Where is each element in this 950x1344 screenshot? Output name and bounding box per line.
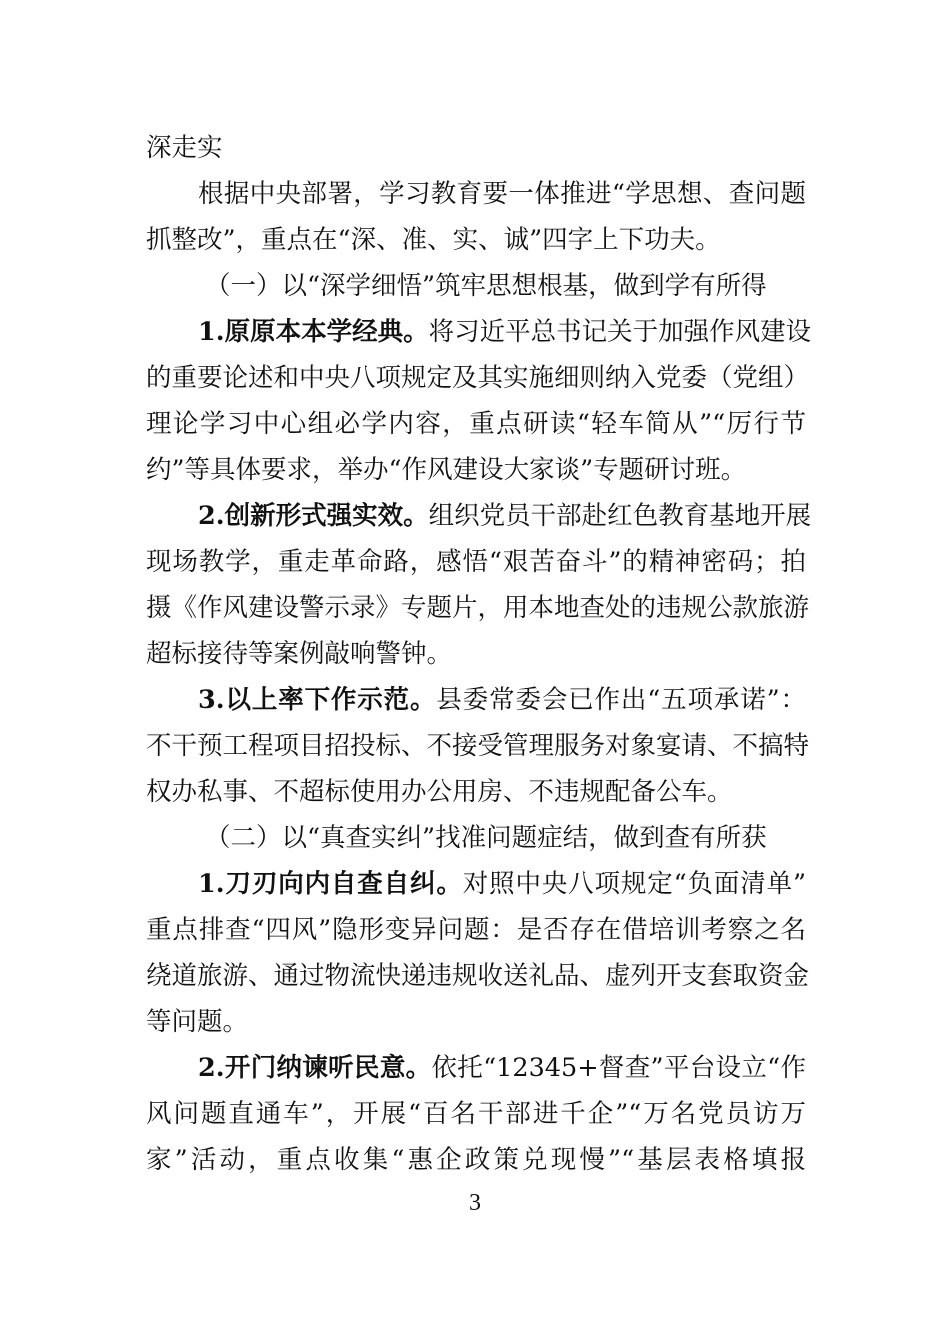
section2-item2-text-1: 依托“12345+督查”平台设立“作 xyxy=(431,1053,806,1083)
section2-item2-label: 2.开门纳谏听民意。 xyxy=(198,1053,432,1083)
section1-item1-first-line xyxy=(198,314,812,350)
intro-line-2: 抓整改”，重点在“深、准、实、诚”四字上下功夫。 xyxy=(146,225,721,255)
section2-item1-text-1: 对照中央八项规定“负面清单” xyxy=(462,869,806,899)
section1-item2-text-3: 摄《作风建设警示录》专题片，用本地查处的违规公款旅游 xyxy=(146,593,810,623)
section2-item1-text-3: 绕道旅游、通过物流快递违规收送礼品、虚列开支套取资金 xyxy=(146,961,810,991)
section2-item2-text-3: 家”活动，重点收集“惠企政策兑现慢”“基层表格填报 xyxy=(146,1145,806,1175)
section1-item1-text-4: 约”等具体要求，举办“作风建设大家谈”专题研讨班。 xyxy=(146,455,747,485)
section1-item2-first-line xyxy=(198,498,812,534)
section1-item1-text-1: 将习近平总书记关于加强作风建设 xyxy=(428,317,812,347)
section1-item3-text-3: 权办私事、不超标使用办公用房、不违规配备公车。 xyxy=(146,777,733,807)
heading-tail: 深走实 xyxy=(146,133,223,163)
section1-item3-text-2: 不干预工程项目招投标、不接受管理服务对象宴请、不搞特 xyxy=(146,731,810,761)
section2-item1-first-line xyxy=(198,866,806,902)
section1-item2-label: 2.创新形式强实效。 xyxy=(198,501,429,531)
section2-item1-text-4: 等问题。 xyxy=(146,1007,249,1037)
page-number: 3 xyxy=(469,1190,481,1216)
section2-item1-text-2: 重点排查“四风”隐形变异问题：是否存在借培训考察之名 xyxy=(146,915,806,945)
section1-item2-text-2: 现场教学，重走革命路，感悟“艰苦奋斗”的精神密码；拍 xyxy=(146,547,806,577)
section1-item1-text-3: 理论学习中心组必学内容，重点研读“轻车简从”“厉行节 xyxy=(146,409,806,439)
section1-item3-first-line xyxy=(198,682,806,718)
section1-item3-text-1: 县委常委会已作出“五项承诺”： xyxy=(436,685,806,715)
section1-item2-text-4: 超标接待等案例敲响警钟。 xyxy=(146,639,453,669)
section2-item2-text-2: 风问题直通车”，开展“百名干部进千企”“万名党员访万 xyxy=(146,1099,806,1129)
section2-item1-label: 1.刀刃向内自查自纠。 xyxy=(198,869,463,899)
section1-title: （一）以“深学细悟”筑牢思想根基，做到学有所得 xyxy=(205,271,767,301)
section1-item3-label: 3.以上率下作示范。 xyxy=(198,685,437,715)
section1-item1-label: 1.原原本本学经典。 xyxy=(198,317,429,347)
section1-item1-text-2: 的重要论述和中央八项规定及其实施细则纳入党委（党组） xyxy=(146,363,810,393)
section2-title: （二）以“真查实纠”找准问题症结，做到查有所获 xyxy=(205,823,767,853)
section1-item2-text-1: 组织党员干部赴红色教育基地开展 xyxy=(428,501,812,531)
intro-line-1: 根据中央部署，学习教育要一体推进“学思想、查问题 xyxy=(198,179,806,209)
section2-item2-first-line xyxy=(198,1050,806,1086)
